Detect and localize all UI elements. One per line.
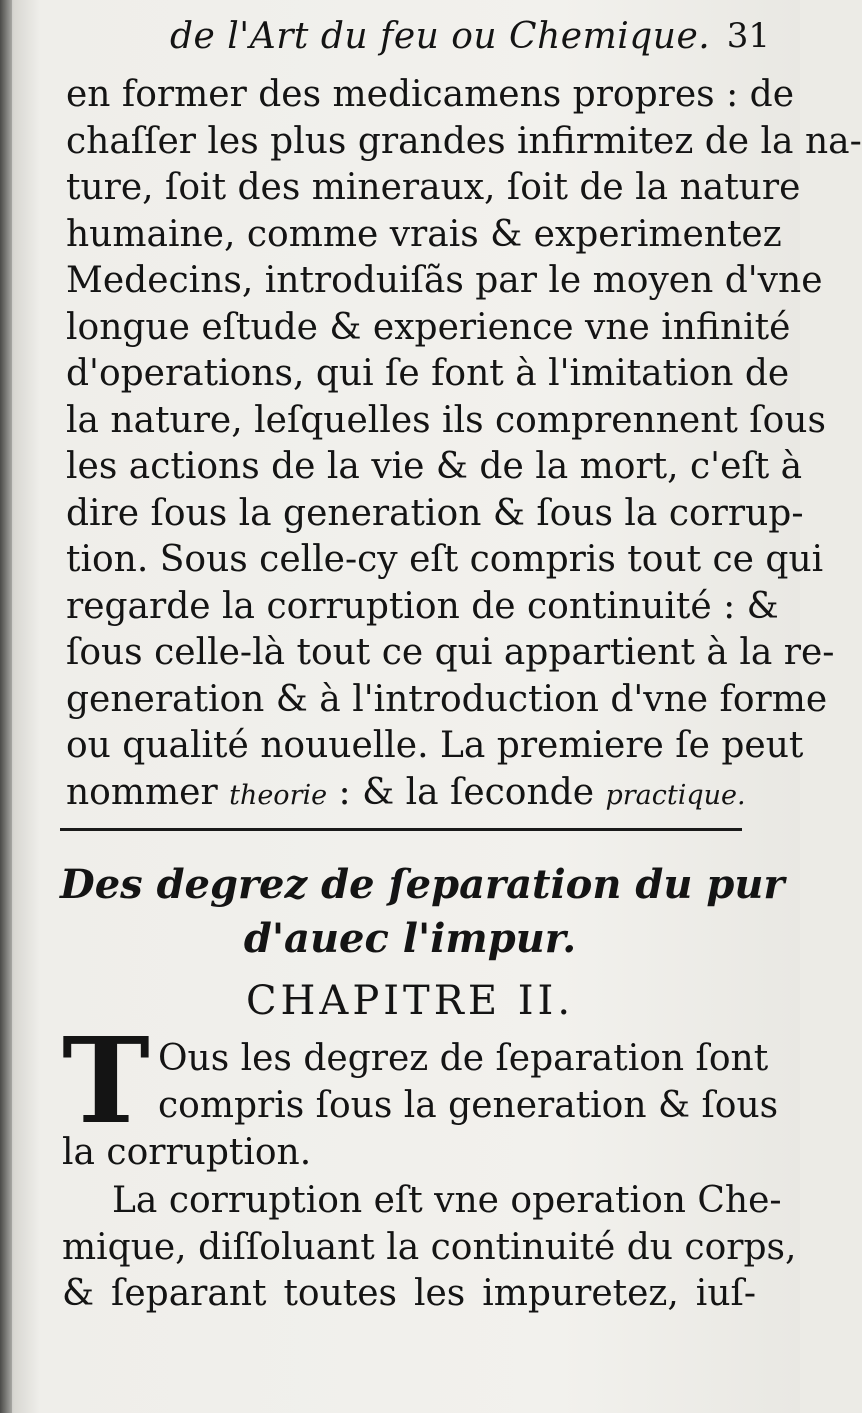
text-line: en former des medicamens propres : de (66, 74, 794, 115)
paragraph-3 (62, 1178, 797, 1318)
text-line: chaſſer les plus grandes infirmitez de la na- (66, 120, 862, 162)
heading-line: Des degrez de ſeparation du pur (60, 861, 785, 908)
text-line: mique, diſſoluant la continuité du corps, (62, 1226, 797, 1268)
text-line: les actions de la vie & de la mort, c'eſt à (66, 446, 803, 487)
text-line: ture, ſoit des mineraux, ſoit de la nature (66, 167, 801, 208)
text-line: tion. Sous celle-cy eſt compris tout ce qui (66, 539, 824, 580)
running-header (170, 16, 770, 66)
text-line: compris ſous la generation & ſous (158, 1084, 779, 1126)
text-line: regarde la corruption de continuité : & (66, 585, 779, 627)
italic-term-practique: practique. (605, 779, 746, 811)
paragraph-2-indented (158, 1036, 779, 1129)
text-line: Medecins, introduiſãs par le moyen d'vne (66, 260, 823, 301)
text-line: la nature, leſquelles ils comprennent ſous (66, 399, 826, 441)
text-line: ſous celle-là tout ce qui appartient à la re- (66, 632, 835, 673)
text-line: generation & à l'introduction d'vne forme (66, 678, 828, 720)
text-line: La corruption eſt vne operation Che- (112, 1180, 782, 1221)
text-run: nommer (66, 771, 230, 813)
text-line: dire ſous la generation & ſous la corrup- (66, 492, 804, 534)
text-line: humaine, comme vrais & experimentez (66, 213, 782, 255)
text-run: : & la ſeconde (327, 771, 606, 813)
page-number: 31 (726, 16, 770, 56)
chapter-title: CHAPITRE II. (245, 978, 575, 1024)
section-divider (60, 828, 742, 831)
text-line: longue eſtude & experience vne infinité (66, 306, 791, 348)
text-line: & ſeparant toutes les impuretez, iuſ- (62, 1273, 756, 1314)
text-line: Ous les degrez de ſeparation ſont (158, 1038, 769, 1079)
section-heading (60, 858, 785, 966)
running-title: de l'Art du feu ou Chemique. (170, 16, 711, 57)
text-line: ou qualité nouuelle. La premiere ſe peut (66, 725, 804, 766)
text-line: d'operations, qui ſe font à l'imitation de (66, 353, 790, 394)
paragraph-1 (66, 72, 862, 816)
italic-term-theorie: theorie (229, 779, 328, 811)
text-line: la corruption. (62, 1132, 312, 1173)
heading-line: d'auec l'impur. (243, 915, 577, 962)
drop-cap-letter: T (62, 1011, 150, 1150)
binding-gutter (0, 0, 12, 1413)
text-line-last (66, 770, 756, 817)
paragraph-2-end (62, 1130, 756, 1177)
